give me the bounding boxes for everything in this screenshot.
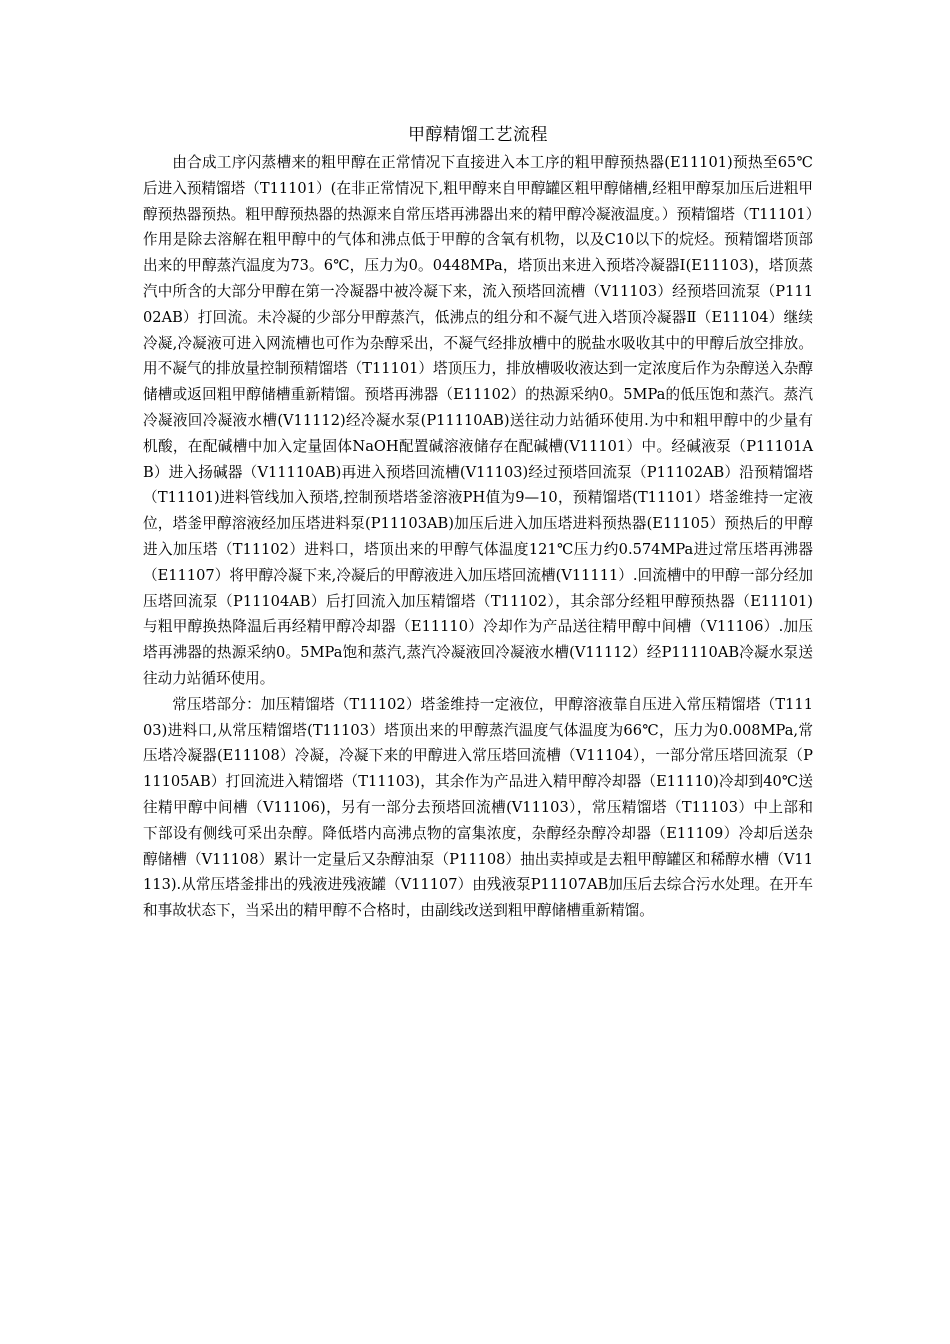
document-title: 甲醇精馏工艺流程	[408, 125, 548, 145]
document-page	[143, 122, 813, 924]
paragraph-process-overview: 由合成工序闪蒸槽来的粗甲醇在正常情况下直接进入本工序的粗甲醇预热器(E11101)预热至65℃后进入预精馏塔（T11101）(在非正常情况下,粗甲醇来自甲醇罐区粗甲醇储槽,经粗甲醇泵加压后进粗甲醇预热器预热。粗甲醇预热器的热源来自常压塔再沸器出来的精甲醇冷凝液温度。）预精馏塔（T11101）作用是除去溶解在粗甲醇中的气体和沸点低于甲醇的含氧有机物，以及C10以下的烷烃。预精馏塔顶部出来的甲醇蒸汽温度为73。6℃，压力为0。0448MPa，塔顶出来进入预塔冷凝器Ⅰ(E11103)，塔顶蒸汽中所含的大部分甲醇在第一冷凝器中被冷凝下来，流入预塔回流槽（V11103）经预塔回流泵（P11102AB）打回流。未冷凝的少部分甲醇蒸汽，低沸点的组分和不凝气进入塔顶冷凝器Ⅱ（E11104）继续冷凝,冷凝液可进入网流槽也可作为杂醇采出，不凝气经排放槽中的脱盐水吸收其中的甲醇后放空排放。用不凝气的排放量控制预精馏塔（T11101）塔顶压力，排放槽吸收液达到一定浓度后作为杂醇送入杂醇储槽或返回粗甲醇储槽重新精馏。预塔再沸器（E11102）的热源采纳0。5MPa的低压饱和蒸汽。蒸汽冷凝液回冷凝液水槽(V11112)经冷凝水泵(P11110AB)送往动力站循环使用.为中和粗甲醇中的少量有机酸，在配碱槽中加入定量固体NaOH配置碱溶液储存在配碱槽(V11101）中。经碱液泵（P11101AB）进入扬碱器（V11110AB)再进入预塔回流槽(V11103)经过预塔回流泵（P11102AB）沿预精馏塔（T11101)进料管线加入预塔,控制预塔塔釜溶液PH值为9—10，预精馏塔(T11101）塔釜维持一定液位，塔釜甲醇溶液经加压塔进料泵(P11103AB)加压后进入加压塔进料预热器(E11105）预热后的甲醇进入加压塔（T11102）进料口，塔顶出来的甲醇气体温度121℃压力约0.574MPa进过常压塔再沸器（E11107）将甲醇冷凝下来,冷凝后的甲醇液进入加压塔回流槽(V11111）.回流槽中的甲醇一部分经加压塔回流泵（P11104AB）后打回流入加压精馏塔（T11102），其余部分经粗甲醇预热器（E11101)与粗甲醇换热降温后再经精甲醇冷却器（E11110）冷却作为产品送往精甲醇中间槽（V11106）.加压塔再沸器的热源采纳0。5MPa饱和蒸汽,蒸汽冷凝液回冷凝液水槽(V11112）经P11110AB冷凝水泵送往动力站循环使用。	[143, 154, 813, 687]
paragraph-atmospheric-tower: 常压塔部分：加压精馏塔（T11102）塔釜维持一定液位，甲醇溶液靠自压进入常压精馏塔（T11103)进料口,从常压精馏塔(T11103）塔顶出来的甲醇蒸汽温度气体温度为66℃，压力为0.008MPa,常压塔冷凝器(E11108）冷凝，冷凝下来的甲醇进入常压塔回流槽（V11104），一部分常压塔回流泵（P11105AB）打回流进入精馏塔（T11103)，其余作为产品进入精甲醇冷却器（E11110)冷却到40℃送往精甲醇中间槽（V11106)，另有一部分去预塔回流槽(V11103），常压精馏塔（T11103）中上部和下部设有侧线可采出杂醇。降低塔内高沸点物的富集浓度，杂醇经杂醇冷却器（E11109）冷却后送杂醇储槽（V11108）累计一定量后又杂醇油泵（P11108）抽出卖掉或是去粗甲醇罐区和稀醇水槽（V11113).从常压塔釜排出的残液进残液罐（V11107）由残液泵P11107AB加压后去综合污水处理。在开车和事故状态下，当采出的精甲醇不合格时，由副线改送到粗甲醇储槽重新精馏。	[143, 695, 813, 920]
